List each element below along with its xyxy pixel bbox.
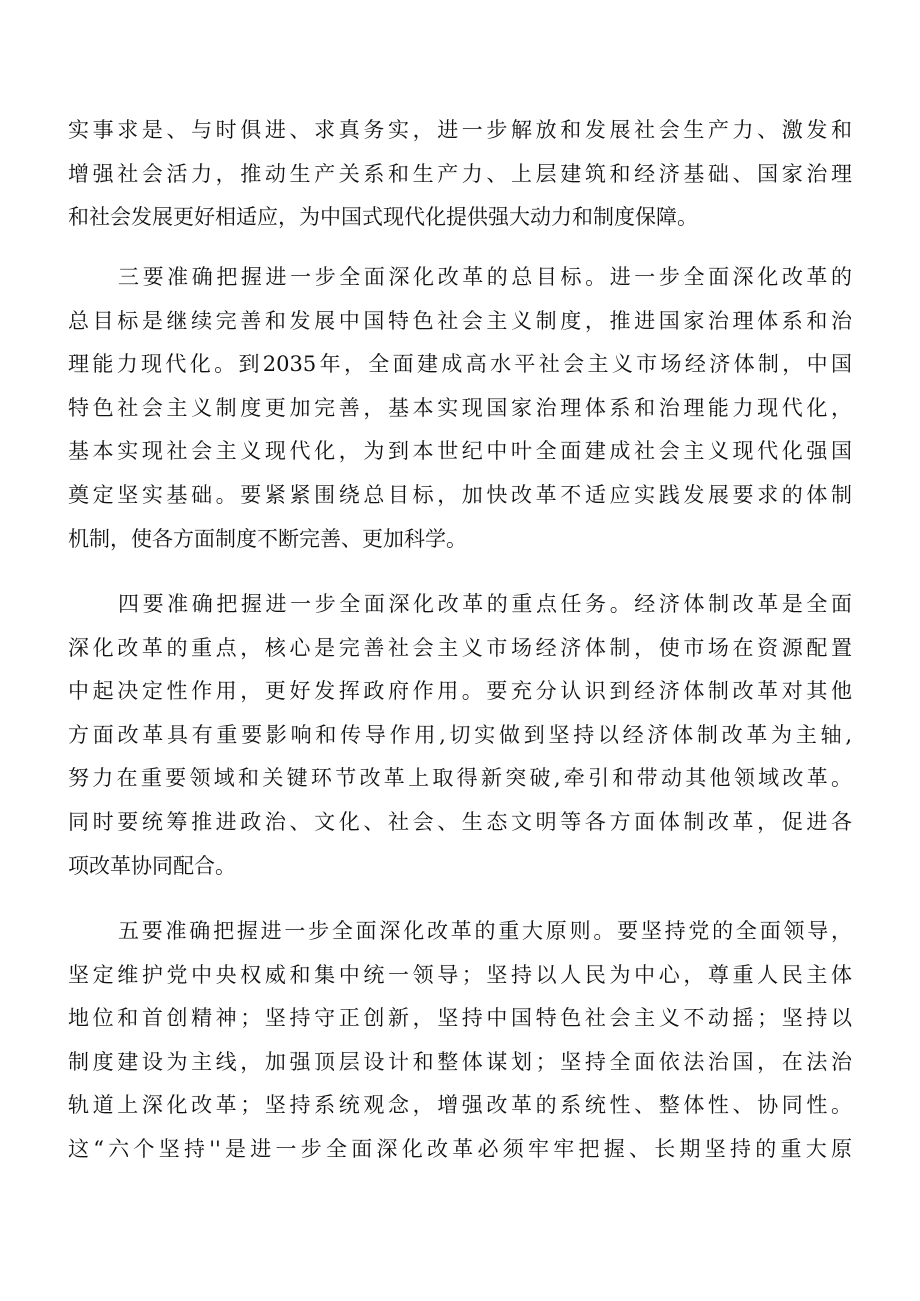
paragraph-continued-intro <box>68 109 852 240</box>
text-line: 增强社会活力，推动生产关系和生产力、上层建筑和经济基础、国家治理 <box>68 161 852 186</box>
text-line: 实事求是、与时俱进、求真务实，进一步解放和发展社会生产力、激发和 <box>68 118 852 142</box>
text-line: 地位和首创精神；坚持守正创新，坚持中国特色社会主义不动摇；坚持以 <box>68 1006 852 1031</box>
text-line: 中起决定性作用，更好发挥政府作用。要充分认识到经济体制改革对其他 <box>68 679 852 704</box>
text-line: 方面改革具有重要影响和传导作用,切实做到坚持以经济体制改革为主轴, <box>68 722 852 747</box>
paragraph-major-principles <box>68 910 852 1172</box>
text-line: 机制，使各方面制度不断完善、更加科学。 <box>68 526 467 551</box>
text-line: 同时要统筹推进政治、文化、社会、生态文明等各方面体制改革，促进各 <box>68 809 852 834</box>
text-line: 努力在重要领域和关键环节改革上取得新突破,牵引和带动其他领域改革。 <box>68 766 852 791</box>
text-line: 五要准确把握进一步全面深化改革的重大原则。要坚持党的全面领导， <box>118 919 852 943</box>
text-line: 制度建设为主线，加强顶层设计和整体谋划；坚持全面依法治国，在法治 <box>68 1049 852 1074</box>
paragraph-overall-goal <box>68 256 852 561</box>
text-line: 奠定坚实基础。要紧紧围绕总目标，加快改革不适应实践发展要求的体制 <box>68 482 852 507</box>
text-line: 基本实现社会主义现代化，为到本世纪中叶全面建成社会主义现代化强国 <box>68 439 852 464</box>
text-line: 三要准确把握进一步全面深化改革的总目标。进一步全面深化改革的 <box>118 265 852 289</box>
text-line: 深化改革的重点，核心是完善社会主义市场经济体制，使市场在资源配置 <box>68 635 852 660</box>
text-line: 项改革协同配合。 <box>68 853 236 878</box>
text-line: 轨道上深化改革；坚持系统观念，增强改革的系统性、整体性、协同性。 <box>68 1093 852 1118</box>
text-line: 这“六个坚持''是进一步全面深化改革必须牢牢把握、长期坚持的重大原 <box>68 1136 852 1161</box>
text-line: 和社会发展更好相适应，为中国式现代化提供强大动力和制度保障。 <box>68 205 698 230</box>
paragraph-key-tasks <box>68 583 852 888</box>
text-line: 理能力现代化。到2035年，全面建成高水平社会主义市场经济体制，中国 <box>68 352 852 377</box>
text-line: 总目标是继续完善和发展中国特色社会主义制度，推进国家治理体系和治 <box>68 308 852 333</box>
text-line: 坚定维护党中央权威和集中统一领导；坚持以人民为中心，尊重人民主体 <box>68 962 852 987</box>
text-line: 四要准确把握进一步全面深化改革的重点任务。经济体制改革是全面 <box>118 592 852 616</box>
text-line: 特色社会主义制度更加完善，基本实现国家治理体系和治理能力现代化， <box>68 395 852 420</box>
